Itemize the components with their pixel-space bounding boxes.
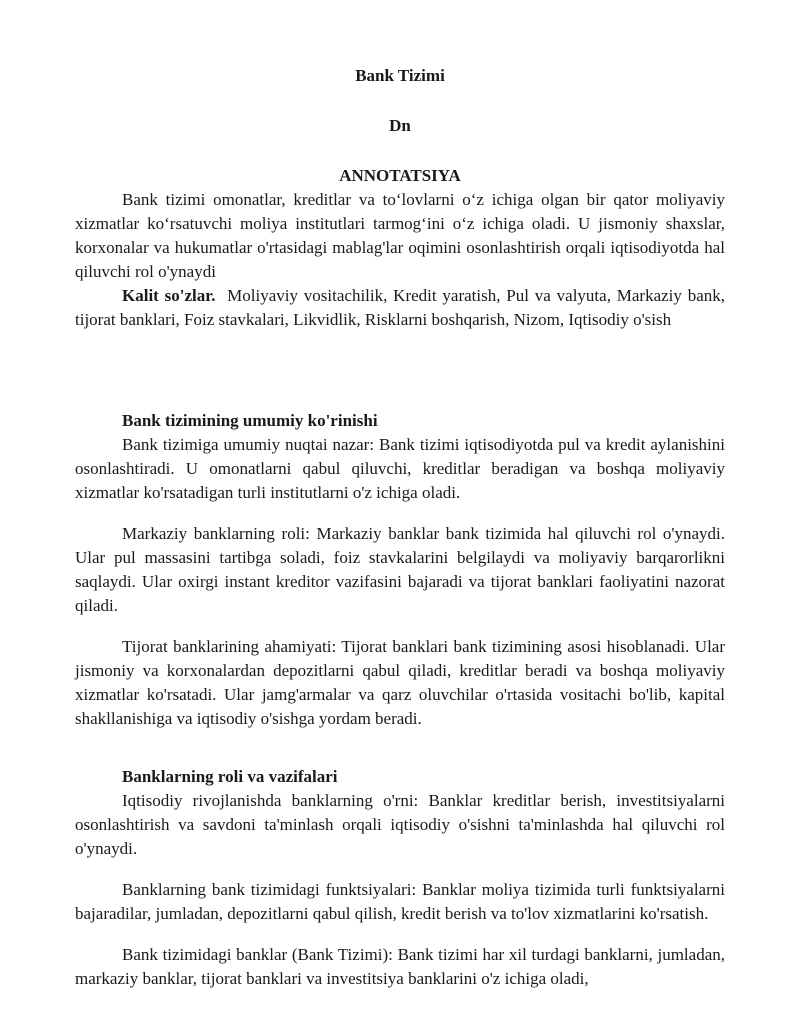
section-roles	[75, 765, 725, 991]
paragraph: Iqtisodiy rivojlanishda banklarning o'rni: Banklar kreditlar berish, investitsiyalarni osonlashtirish va savdoni ta'minlash orqali iqtisodiy o'sishni ta'minlashda hal qiluvchi rol o'ynaydi.	[75, 791, 725, 858]
paragraph: Markaziy banklarning roli: Markaziy banklar bank tizimida hal qiluvchi rol o'ynaydi. Ular pul massasini tartibga soladi, foiz stavkalarini belgilaydi va moliyaviy barqarorlikni saqlaydi. Ular oxirgi instant kreditor vazifasini bajaradi va tijorat banklari faoliyatini nazorat qiladi.	[75, 524, 725, 615]
section-heading: Banklarning roli va vazifalari	[122, 767, 338, 786]
document-title: Bank Tizimi	[355, 66, 445, 85]
title-block	[75, 64, 725, 88]
paragraph: Bank tizimidagi banklar (Bank Tizimi): Bank tizimi har xil turdagi banklarni, jumladan, markaziy banklar, tijorat banklari va investitsiya banklarini o'z ichiga oladi,	[75, 945, 725, 988]
annotation-block	[75, 164, 725, 332]
keywords-paragraph	[75, 284, 725, 332]
author-block	[75, 114, 725, 138]
annotation-heading: ANNOTATSIYA	[339, 166, 461, 185]
section-heading: Bank tizimining umumiy ko'rinishi	[122, 411, 378, 430]
keywords-label: Kalit so'zlar.	[122, 286, 216, 305]
paragraph: Tijorat banklarining ahamiyati: Tijorat banklari bank tizimining asosi hisoblanadi. Ular jismoniy va korxonalardan depozitlarni qabul qiladi, kreditlar beradi va boshqa moliyaviy xizmatlar ko'rsatadi. Ular jamg'armalar va qarz oluvchilar o'rtasida vositachi bo'lib, kapital shakllanishiga va iqtisodiy o'sishga yordam beradi.	[75, 637, 725, 728]
paragraph: Banklarning bank tizimidagi funktsiyalari: Banklar moliya tizimida turli funktsiyalarni bajaradilar, jumladan, depozitlarni qabul qilish, kredit berish va to'lov xizmatlarini ko'rsatish.	[75, 880, 725, 923]
section-overview	[75, 409, 725, 731]
author-name: Dn	[389, 116, 411, 135]
keywords-text: Moliyaviy vositachilik, Kredit yaratish, Pul va valyuta, Markaziy bank, tijorat banklari, Foiz stavkalari, Likvidlik, Risklarni boshqarish, Nizom, Iqtisodiy o'sish	[75, 286, 726, 329]
paragraph: Bank tizimiga umumiy nuqtai nazar: Bank tizimi iqtisodiyotda pul va kredit aylanishini osonlashtiradi. U omonatlarni qabul qiluvchi, kreditlar beradigan va boshqa moliyaviy xizmatlar ko'rsatadigan turli institutlarni o'z ichiga oladi.	[75, 435, 725, 502]
annotation-text: Bank tizimi omonatlar, kreditlar va to‘lovlarni o‘z ichiga olgan bir qator moliyaviy xizmatlar ko‘rsatuvchi moliya institutlari tarmog‘ini o‘z ichiga oladi. U jismoniy shaxslar, korxonalar va hukumatlar o'rtasidagi mablag'lar oqimini osonlashtirish orqali iqtisodiyotda hal qiluvchi rol o'ynaydi	[75, 190, 725, 281]
